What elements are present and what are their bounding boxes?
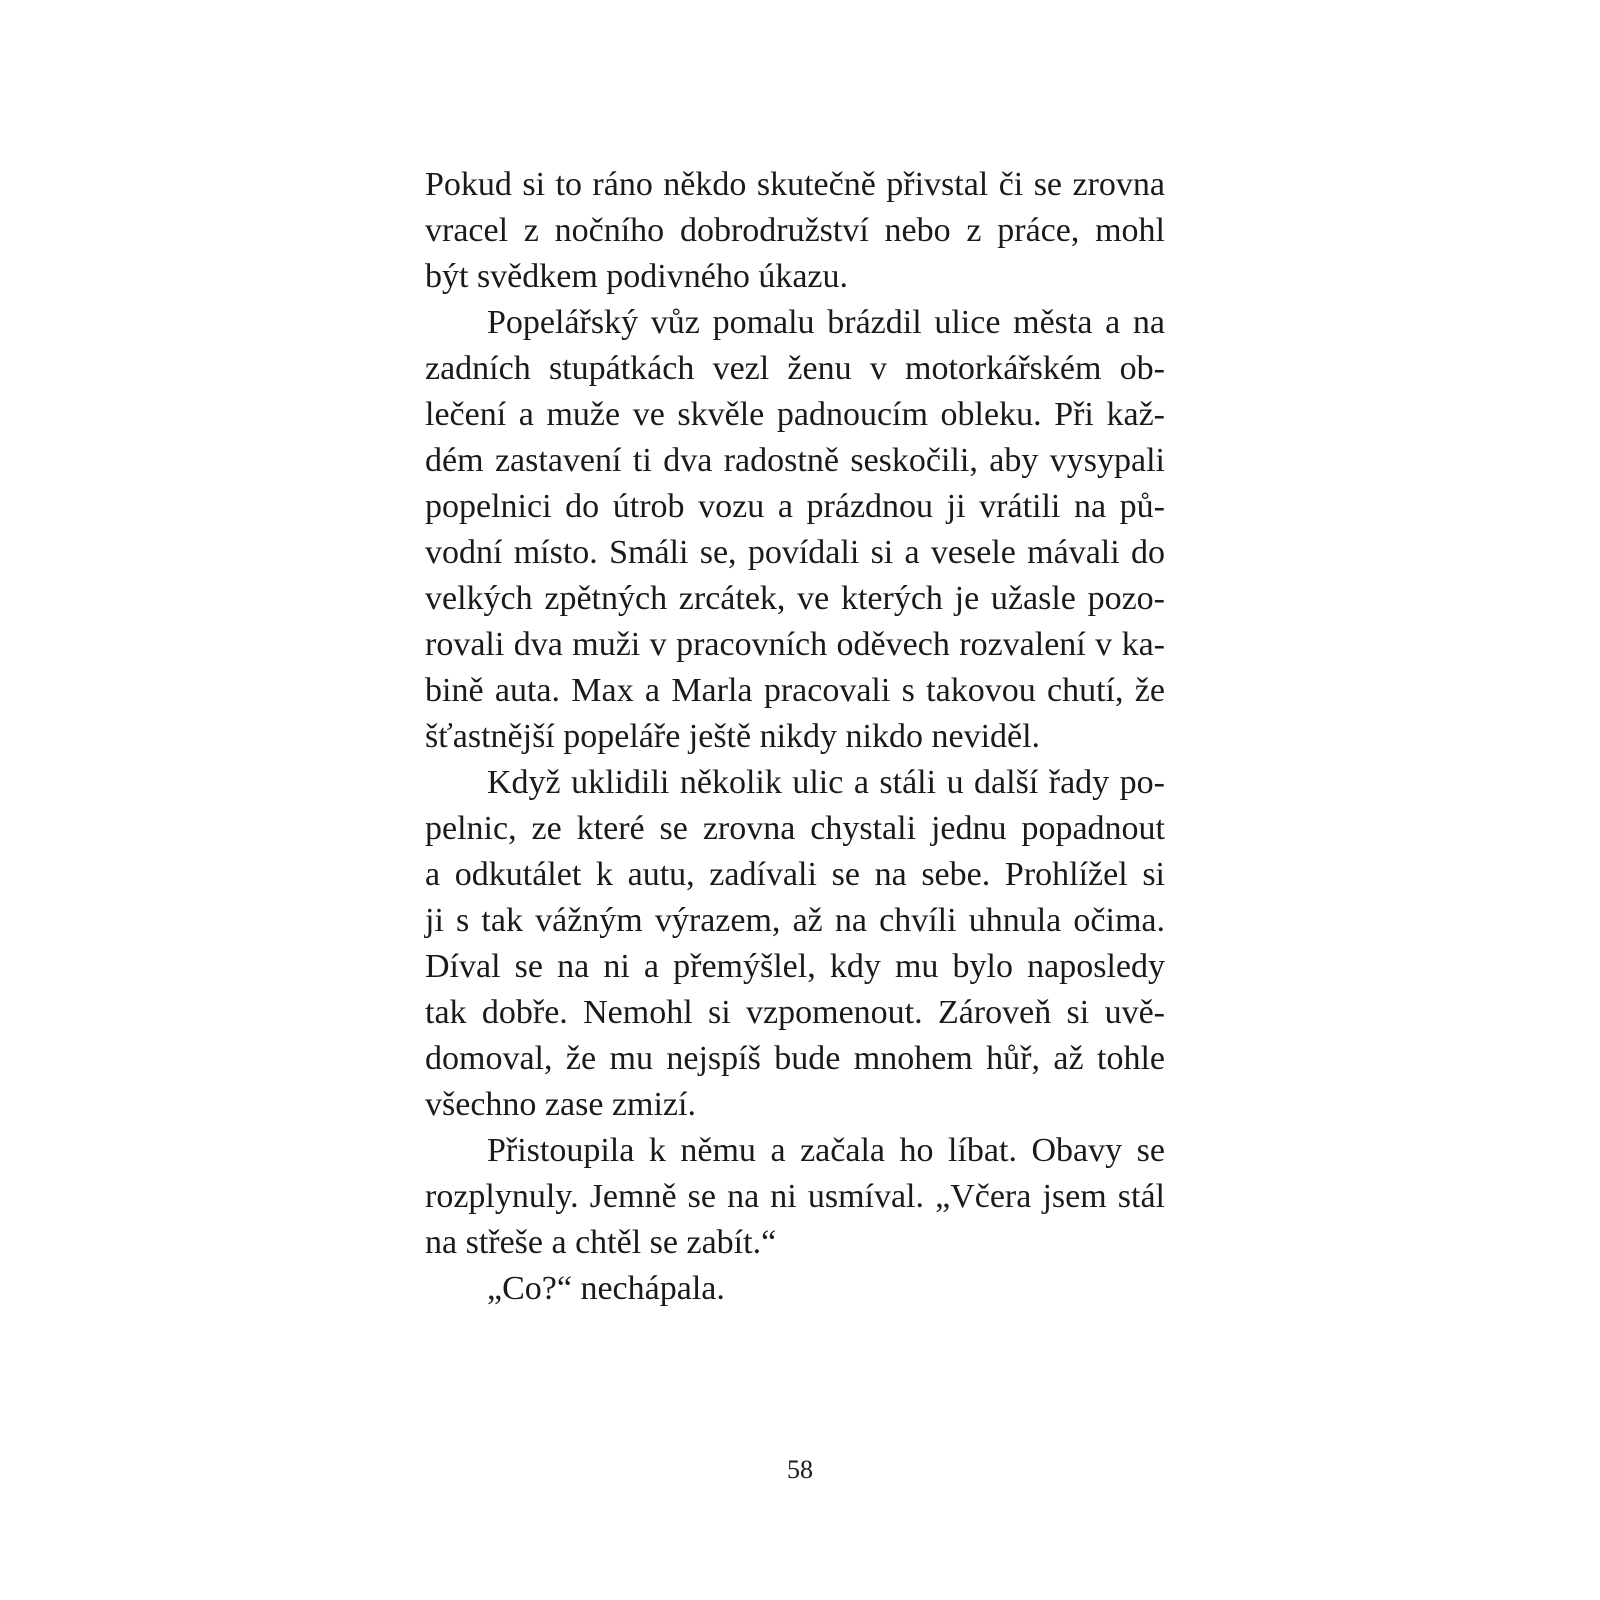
paragraph — [425, 300, 1165, 760]
text-line: šťastnější popeláře ještě nikdy nikdo neviděl. — [425, 718, 1041, 755]
text-line: na střeše a chtěl se zabít.“ — [425, 1224, 777, 1261]
text-line: Když uklidili několik ulic a stáli u další řady po- — [487, 764, 1165, 801]
body-text — [425, 162, 1165, 1312]
text-line: „Co?“ nechápala. — [487, 1270, 725, 1307]
text-line: vodní místo. Smáli se, povídali si a vesele mávali do — [425, 534, 1165, 571]
text-line: Díval se na ni a přemýšlel, kdy mu bylo naposledy — [425, 948, 1165, 985]
paragraph — [425, 760, 1165, 1128]
text-line: ji s tak vážným výrazem, až na chvíli uhnula očima. — [425, 902, 1165, 939]
paragraph — [425, 1266, 1165, 1312]
text-line: velkých zpětných zrcátek, ve kterých je užasle pozo- — [425, 580, 1165, 617]
text-line: dém zastavení ti dva radostně seskočili, aby vysypali — [425, 442, 1165, 479]
text-line: pelnic, ze které se zrovna chystali jednu popadnout — [425, 810, 1165, 847]
text-line: zadních stupátkách vezl ženu v motorkářském ob- — [425, 350, 1165, 387]
text-line: domoval, že mu nejspíš bude mnohem hůř, až tohle — [425, 1040, 1165, 1077]
text-line: popelnici do útrob vozu a prázdnou ji vrátili na pů- — [425, 488, 1165, 525]
page-number: 58 — [787, 1455, 813, 1484]
text-line: Popelářský vůz pomalu brázdil ulice města a na — [487, 304, 1165, 341]
text-line: bině auta. Max a Marla pracovali s takovou chutí, že — [425, 672, 1165, 709]
text-line: Přistoupila k němu a začala ho líbat. Obavy se — [487, 1132, 1165, 1169]
text-line: být svědkem podivného úkazu. — [425, 258, 849, 295]
text-line: rovali dva muži v pracovních oděvech rozvalení v ka- — [425, 626, 1165, 663]
text-line: lečení a muže ve skvěle padnoucím obleku. Při kaž- — [425, 396, 1165, 433]
paragraph — [425, 1128, 1165, 1266]
text-line: Pokud si to ráno někdo skutečně přivstal či se zrovna — [425, 166, 1165, 203]
text-line: rozplynuly. Jemně se na ni usmíval. „Včera jsem stál — [425, 1178, 1165, 1215]
text-line: a odkutálet k autu, zadívali se na sebe. Prohlížel si — [425, 856, 1165, 893]
text-line: tak dobře. Nemohl si vzpomenout. Zároveň si uvě- — [425, 994, 1165, 1031]
text-line: všechno zase zmizí. — [425, 1086, 696, 1123]
paragraph — [425, 162, 1165, 300]
text-line: vracel z nočního dobrodružství nebo z práce, mohl — [425, 212, 1165, 249]
